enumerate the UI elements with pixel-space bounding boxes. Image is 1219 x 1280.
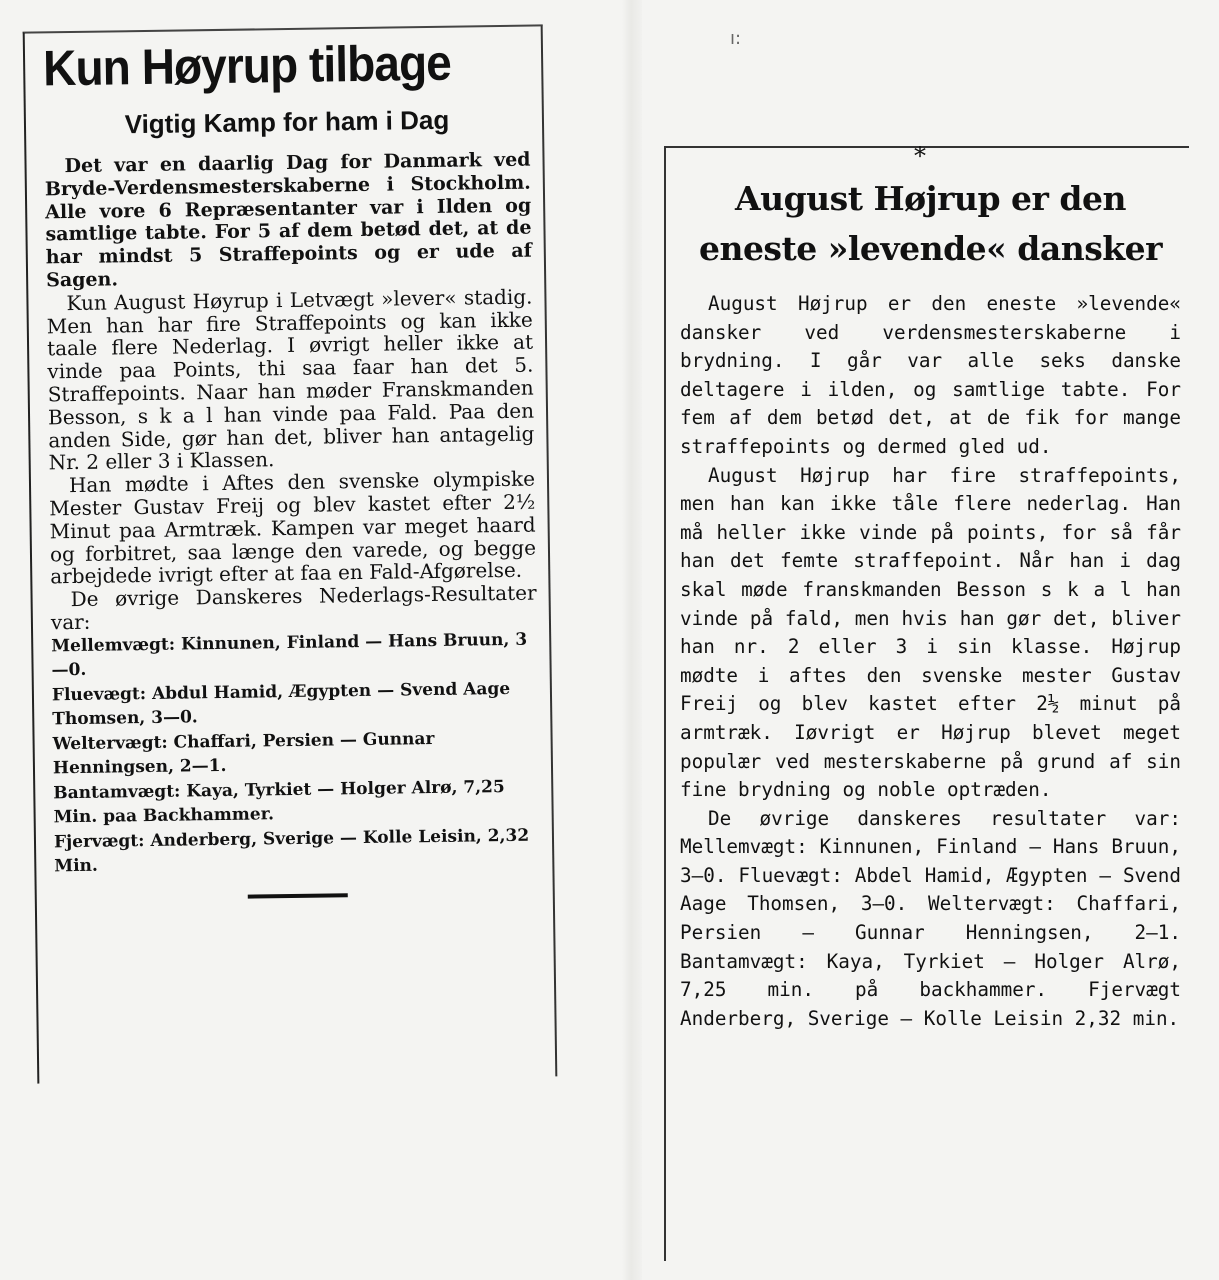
right-paragraph-3: De øvrige danskeres resultater var: Mellemvægt: Kinnunen, Finland — Hans Bruun, 3—0. Fluevægt: Abdel Hamid, Ægypten — Svend Aage Thomsen, 3—0. Weltervægt: Chaffari, Persien — Gunnar Henningsen, 2—1. Bantamvægt: Kaya, Tyrkiet — Holger Alrø, 7,25 min. på backhammer. Fjervægt Anderberg, Sverige — Kolle Leisin 2,32 min. xyxy=(680,806,1181,1030)
end-rule xyxy=(248,893,348,898)
left-newspaper-clipping xyxy=(23,24,558,1083)
star-ornament: * xyxy=(914,142,926,170)
left-result-welterweight: Weltervægt: Chaffari, Persien — Gunnar Henningsen, 2—1. xyxy=(52,728,435,779)
right-newspaper-clipping xyxy=(664,142,1189,1261)
left-headline: Kun Høyrup tilbage xyxy=(42,34,452,97)
left-result-bantamweight: Bantamvægt: Kaya, Tyrkiet — Holger Alrø, 7,25 Min. paa Backhammer. xyxy=(53,776,505,828)
right-headline: August Højrup er den eneste »levende« dansker xyxy=(698,179,1163,268)
right-paragraph-2: August Højrup har fire straffepoints, men han kan ikke tåle flere nederlag. Han må heller ikke vinde på points, for så får han det femte straffepoint. Når han i dag skal møde franskmanden Besson s k a l han vinde på fald, men hvis han gør det, bliver han nr. 2 eller 3 i sin klasse. Højrup mødte i aftes den svenske mester Gustav Freij og blev kastet efter 2½ minut på armtræk. Iøvrigt er Højrup blevet meget populær ved mesterskaberne på grund af sin fine brydning og noble optræden. xyxy=(680,463,1181,802)
left-result-middleweight: Mellemvægt: Kinnunen, Finland — Hans Bruun, 3—0. xyxy=(51,629,528,681)
pencil-mark: ı: xyxy=(730,28,742,49)
left-paragraph-2: Han mødte i Aftes den svenske olympiske Mester Gustav Freij og blev kastet efter 2½ Minut paa Armtræk. Kampen var meget haard og forbitret, saa længe den varede, og begge arbejdede ivrigt efter at faa en Fald-Afgørelse. xyxy=(49,466,537,589)
right-paragraph-1: August Højrup er den eneste »levende« dansker ved verdensmesterskaberne i brydning. I går var alle seks danske deltagere i ilden, og samtlige tabte. For fem af dem betød det, at de fik for mange straffepoints og dermed gled ud. xyxy=(680,292,1181,458)
left-paragraph-3: De øvrige Danskeres Nederlags-Resultater var: xyxy=(50,580,537,635)
page-fold xyxy=(622,0,642,1280)
left-lead-paragraph: Det var en daarlig Dag for Danmark ved Bryde-Verdensmesterskaberne i Stockholm. Alle vore 6 Repræsentanter var i Ilden og samtlige tabte. For 5 af dem betød det, at de har mindst 5 Straffepoints og er ude af Sagen. xyxy=(44,148,532,292)
left-result-featherweight: Fjervægt: Anderberg, Sverige — Kolle Leisin, 2,32 Min. xyxy=(53,825,530,877)
left-result-flyweight: Fluevægt: Abdul Hamid, Ægypten — Svend Aage Thomsen, 3—0. xyxy=(51,678,511,730)
left-subheadline: Vigtig Kamp for ham i Dag xyxy=(124,104,450,140)
left-paragraph-1: Kun August Høyrup i Letvægt »lever« stadig. Men han har fire Straffepoints og kan ikke taale flere Nederlag. I øvrigt heller ikke at vinde paa Points, thi saa faar han det 5. Straffepoints. Naar han møder Franskmanden Besson, s k a l han vinde paa Fald. Paa den anden Side, gør han det, bliver han antagelig Nr. 2 eller 3 i Klassen. xyxy=(46,284,535,475)
